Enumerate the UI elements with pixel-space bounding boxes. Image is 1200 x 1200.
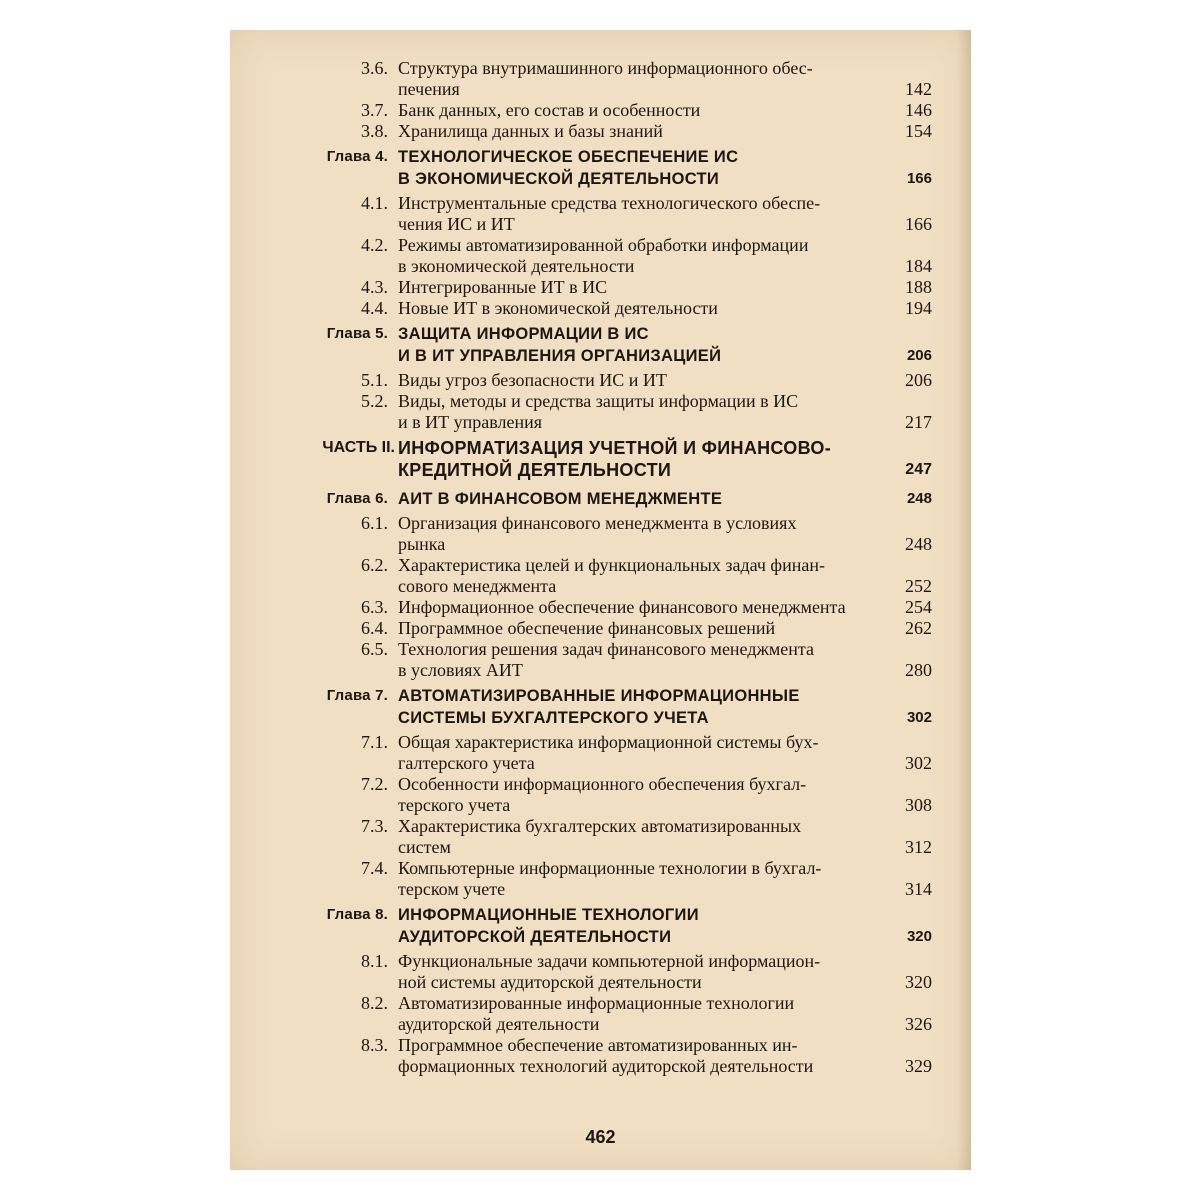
entry-title-line: ЗАЩИТА ИНФОРМАЦИИ В ИС	[398, 325, 649, 343]
entry-title-line: Компьютерные информационные технологии в бухгал-	[398, 858, 822, 878]
entry-title-line: Интегрированные ИТ в ИС	[398, 277, 608, 297]
entry-title-line: СИСТЕМЫ БУХГАЛТЕРСКОГО УЧЕТА	[398, 709, 709, 727]
entry-number: Глава 4.	[326, 148, 388, 165]
entry-title	[398, 951, 878, 993]
entry-number: 8.2.	[361, 993, 388, 1013]
entry-page-number: 329	[905, 1056, 932, 1076]
entry-page-number: 280	[905, 660, 932, 680]
entry-page-number: 320	[905, 972, 932, 992]
entry-title	[398, 993, 878, 1035]
entry-title-line: терском учете	[398, 879, 506, 899]
entry-number: 6.5.	[361, 639, 388, 659]
book-page	[230, 30, 971, 1170]
entry-title-line: в экономической деятельности	[398, 256, 635, 276]
entry-title-line: и в ИТ управления	[398, 412, 543, 432]
table-of-contents	[230, 30, 971, 1110]
entry-title-line: ИНФОРМАТИЗАЦИЯ УЧЕТНОЙ И ФИНАНСОВО-	[398, 438, 832, 458]
entry-title	[398, 685, 878, 729]
entry-number: 4.3.	[361, 277, 388, 297]
entry-page-number: 188	[905, 277, 932, 297]
entry-title-line: Структура внутримашинного информационного обес-	[398, 58, 813, 78]
entry-title-line: Новые ИТ в экономической деятельности	[398, 298, 718, 318]
entry-title-line: Технология решения задач финансового менеджмента	[398, 639, 814, 659]
entry-title-line: аудиторской деятельности	[398, 1014, 600, 1034]
entry-title-line: систем	[398, 837, 451, 857]
entry-page-number: 248	[906, 490, 932, 507]
entry-title	[398, 193, 878, 235]
entry-page-number: 248	[905, 534, 932, 554]
entry-page-number: 308	[905, 795, 932, 815]
entry-title-line: АВТОМАТИЗИРОВАННЫЕ ИНФОРМАЦИОННЫЕ	[398, 687, 800, 705]
entry-title	[398, 618, 878, 639]
entry-number: 4.1.	[361, 193, 388, 213]
entry-title-line: Хранилища данных и базы знаний	[398, 121, 663, 141]
entry-title-line: Программное обеспечение автоматизированных ин-	[398, 1035, 798, 1055]
entry-page-number: 302	[905, 753, 932, 773]
entry-title	[398, 774, 878, 816]
entry-page-number: 314	[905, 879, 932, 899]
entry-page-number: 302	[906, 709, 932, 726]
entry-title-line: Характеристика бухгалтерских автоматизированных	[398, 816, 802, 836]
entry-title	[398, 58, 878, 100]
entry-title-line: ИНФОРМАЦИОННЫЕ ТЕХНОЛОГИИ	[398, 906, 699, 924]
entry-number: 8.3.	[361, 1035, 388, 1055]
entry-title-line: Функциональные задачи компьютерной информацион-	[398, 951, 821, 971]
page-number: 462	[585, 1127, 616, 1147]
entry-title-line: сового менеджмента	[398, 576, 557, 596]
entry-page-number: 166	[906, 170, 932, 187]
entry-page-number: 262	[905, 618, 932, 638]
entry-title-line: Информационное обеспечение финансового менеджмента	[398, 597, 846, 617]
entry-title-line: Виды угроз безопасности ИС и ИТ	[398, 370, 667, 390]
entry-page-number: 146	[905, 100, 932, 120]
entry-number: 7.3.	[361, 816, 388, 836]
entry-title	[398, 100, 878, 121]
entry-page-number: 326	[905, 1014, 932, 1034]
entry-number: 5.2.	[361, 391, 388, 411]
entry-page-number: 206	[905, 370, 932, 390]
entry-title-line: Характеристика целей и функциональных задач финан-	[398, 555, 825, 575]
entry-page-number: 142	[905, 79, 932, 99]
entry-number: 3.7.	[361, 100, 388, 120]
entry-page-number: 247	[905, 461, 932, 478]
entry-title	[398, 146, 878, 190]
entry-title	[398, 370, 878, 391]
entry-number: Глава 6.	[326, 490, 388, 507]
entry-title-line: В ЭКОНОМИЧЕСКОЙ ДЕЯТЕЛЬНОСТИ	[398, 170, 720, 188]
entry-page-number: 206	[906, 347, 932, 364]
entry-number: 6.2.	[361, 555, 388, 575]
entry-title	[398, 121, 878, 142]
entry-title-line: в условиях АИТ	[398, 660, 523, 680]
entry-title-line: рынка	[398, 534, 446, 554]
entry-title-line: галтерского учета	[398, 753, 535, 773]
entry-page-number: 254	[905, 597, 932, 617]
entry-number: 3.8.	[361, 121, 388, 141]
entry-number: 3.6.	[361, 58, 388, 78]
entry-number: ЧАСТЬ II.	[322, 439, 395, 456]
entry-title	[398, 513, 878, 555]
entry-title-line: Банк данных, его состав и особенности	[398, 100, 701, 120]
entry-number: 6.1.	[361, 513, 388, 533]
entry-title-line: ТЕХНОЛОГИЧЕСКОЕ ОБЕСПЕЧЕНИЕ ИС	[398, 148, 739, 166]
entry-number: 7.1.	[361, 732, 388, 752]
entry-page-number: 320	[906, 928, 932, 945]
entry-number: Глава 7.	[326, 687, 388, 704]
entry-title	[398, 904, 878, 948]
entry-title	[398, 597, 878, 618]
entry-title-line: И В ИТ УПРАВЛЕНИЯ ОРГАНИЗАЦИЕЙ	[398, 347, 722, 365]
entry-title	[398, 323, 878, 367]
entry-title	[398, 639, 878, 681]
entry-page-number: 312	[905, 837, 932, 857]
entry-number: 4.4.	[361, 298, 388, 318]
entry-title-line: Организация финансового менеджмента в условиях	[398, 513, 797, 533]
entry-title-line: Программное обеспечение финансовых решений	[398, 618, 776, 638]
entry-number: Глава 5.	[326, 325, 388, 342]
entry-title-line: печения	[398, 79, 460, 99]
entry-title-line: чения ИС и ИТ	[398, 214, 515, 234]
entry-title	[398, 277, 878, 298]
entry-title	[398, 488, 878, 510]
entry-number: 6.3.	[361, 597, 388, 617]
entry-number: 7.2.	[361, 774, 388, 794]
entry-title	[398, 391, 878, 433]
entry-title-line: ной системы аудиторской деятельности	[398, 972, 702, 992]
entry-title	[398, 858, 878, 900]
entry-title-line: терского учета	[398, 795, 511, 815]
entry-page-number: 166	[905, 214, 932, 234]
entry-page-number: 217	[905, 412, 932, 432]
entry-title-line: Режимы автоматизированной обработки информации	[398, 235, 809, 255]
entry-title-line: Особенности информационного обеспечения бухгал-	[398, 774, 807, 794]
entry-title-line: Инструментальные средства технологического обеспе-	[398, 193, 821, 213]
entry-title	[398, 732, 878, 774]
entry-title	[398, 437, 878, 481]
entry-title	[398, 298, 878, 319]
entry-page-number: 194	[905, 298, 932, 318]
entry-page-number: 184	[905, 256, 932, 276]
entry-title-line: Виды, методы и средства защиты информации в ИС	[398, 391, 799, 411]
entry-number: 8.1.	[361, 951, 388, 971]
entry-number: 4.2.	[361, 235, 388, 255]
entry-number: 5.1.	[361, 370, 388, 390]
entry-title	[398, 816, 878, 858]
entry-title-line: АИТ В ФИНАНСОВОМ МЕНЕДЖМЕНТЕ	[398, 490, 723, 508]
entry-title-line: Общая характеристика информационной системы бух-	[398, 732, 819, 752]
entry-title-line: Автоматизированные информационные технологии	[398, 993, 795, 1013]
entry-number: 6.4.	[361, 618, 388, 638]
entry-title	[398, 1035, 878, 1077]
entry-title-line: КРЕДИТНОЙ ДЕЯТЕЛЬНОСТИ	[398, 460, 672, 480]
entry-title-line: формационных технологий аудиторской деятельности	[398, 1056, 814, 1076]
entry-title	[398, 555, 878, 597]
entry-page-number: 154	[905, 121, 932, 141]
entry-number: Глава 8.	[326, 906, 388, 923]
entry-title	[398, 235, 878, 277]
entry-page-number: 252	[905, 576, 932, 596]
entry-title-line: АУДИТОРСКОЙ ДЕЯТЕЛЬНОСТИ	[398, 928, 672, 946]
entry-number: 7.4.	[361, 858, 388, 878]
